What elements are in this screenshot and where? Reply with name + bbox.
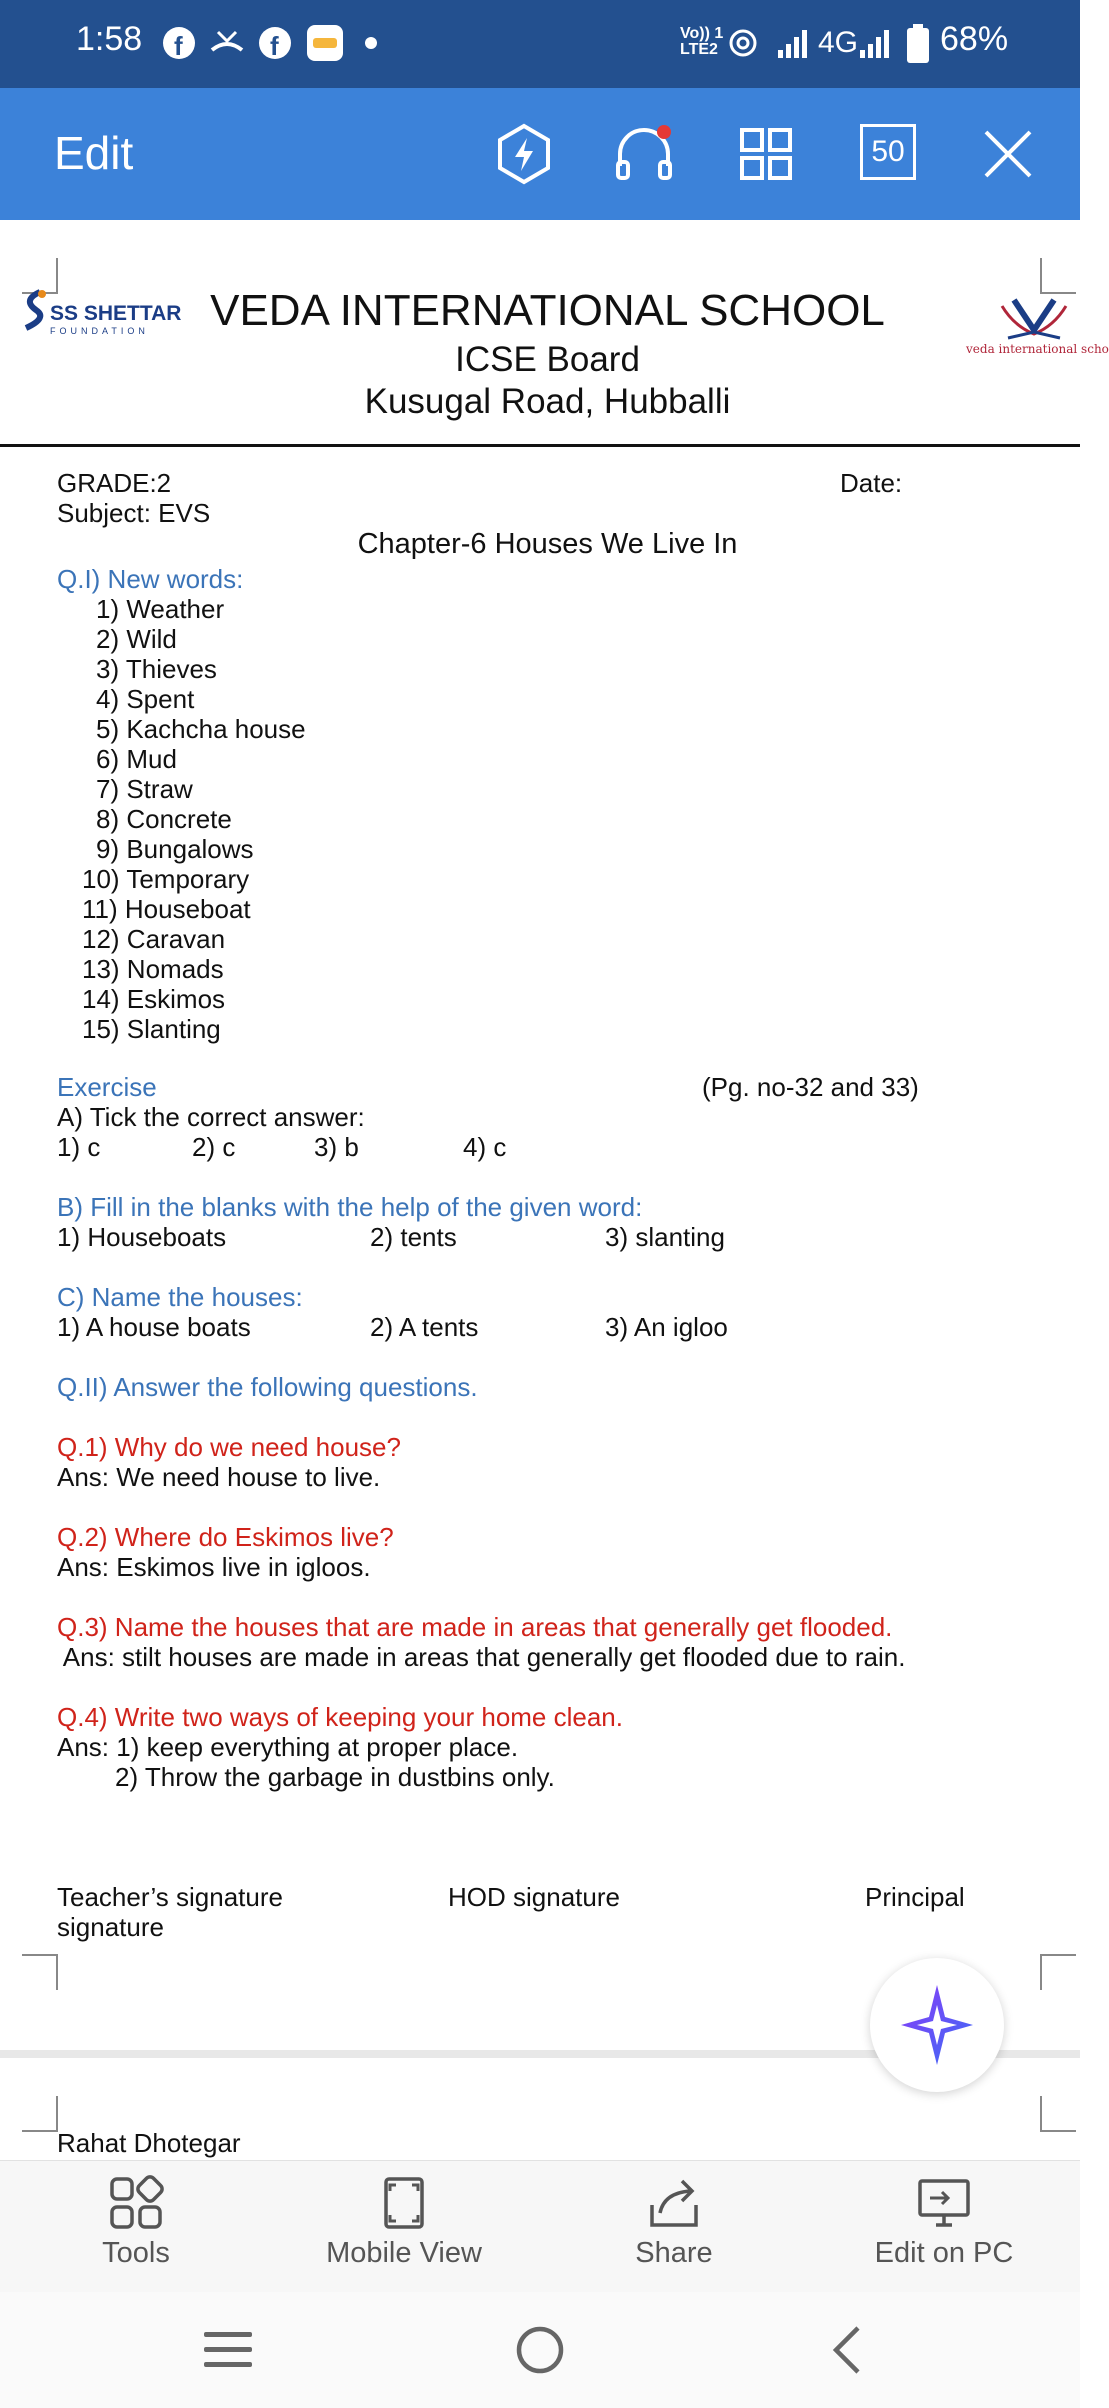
section-a-heading: A) Tick the correct answer: — [57, 1102, 365, 1132]
foundation-logo-subtext: FOUNDATION — [50, 326, 149, 336]
recent-apps-icon[interactable] — [202, 2328, 254, 2372]
answer-c2: 2) A tents — [370, 1312, 479, 1342]
tools-label: Tools — [102, 2237, 170, 2269]
signal-icon-2 — [858, 28, 892, 60]
bottom-toolbar — [0, 2160, 1080, 2293]
crop-mark — [1040, 1954, 1076, 1990]
list-item: 2) Wild — [96, 624, 177, 654]
list-item: 11) Houseboat — [82, 894, 251, 924]
section-c-heading: C) Name the houses: — [57, 1282, 303, 1312]
foundation-logo-text: SS SHETTAR — [50, 302, 182, 325]
lightning-hexagon-icon[interactable] — [492, 122, 556, 186]
grade: GRADE:2 — [57, 468, 172, 498]
facebook-icon-2 — [258, 26, 292, 60]
missed-call-icon — [208, 26, 246, 60]
tools-icon — [108, 2175, 164, 2231]
answer-c3: 3) An igloo — [605, 1312, 728, 1342]
question-4: Q.4) Write two ways of keeping your home clean. — [57, 1702, 623, 1732]
answer-b1: 1) Houseboats — [57, 1222, 227, 1252]
answer-b2: 2) tents — [370, 1222, 457, 1252]
facebook-icon — [162, 26, 196, 60]
share-button[interactable] — [564, 2175, 784, 2270]
answer-3: Ans: stilt houses are made in areas that generally get flooded due to rain. — [57, 1642, 906, 1672]
answer-a1: 1) c — [57, 1132, 101, 1162]
next-page-text: Rahat Dhotegar — [57, 2128, 241, 2158]
edit-on-pc-label: Edit on PC — [874, 2237, 1014, 2269]
crop-mark — [22, 1954, 58, 1990]
new-words-list — [82, 594, 382, 1044]
section-q2-heading: Q.II) Answer the following questions. — [57, 1372, 478, 1402]
network-type: 4G — [818, 26, 859, 59]
answer-4-part-2: 2) Throw the garbage in dustbins only. — [115, 1762, 555, 1792]
svg-text:f: f — [270, 31, 279, 61]
crop-mark — [22, 2096, 58, 2132]
answer-4: Ans: 1) keep everything at proper place. — [57, 1732, 519, 1762]
list-item: 9) Bungalows — [96, 834, 254, 864]
app-bar — [0, 88, 1080, 220]
answer-1: Ans: We need house to live. — [57, 1462, 381, 1492]
sparkle-icon — [899, 1983, 975, 2067]
battery-percent: 68% — [940, 20, 1009, 58]
list-item: 6) Mud — [96, 744, 177, 774]
hod-signature: HOD signature — [448, 1882, 620, 1912]
principal-signature: Principal — [865, 1882, 965, 1912]
list-item: 7) Straw — [96, 774, 193, 804]
list-item: 14) Eskimos — [82, 984, 226, 1014]
answer-a3: 3) b — [314, 1132, 359, 1162]
header-divider — [0, 444, 1080, 447]
list-item: 4) Spent — [96, 684, 195, 714]
list-item: 8) Concrete — [96, 804, 232, 834]
hotspot-icon — [728, 28, 758, 58]
answer-b3: 3) slanting — [605, 1222, 725, 1252]
back-icon[interactable] — [826, 2324, 870, 2376]
address: Kusugal Road, Hubballi — [364, 382, 731, 421]
list-item: 15) Slanting — [82, 1014, 221, 1044]
ai-assistant-button[interactable] — [870, 1958, 1004, 2092]
app-bar-title: Edit — [54, 127, 134, 179]
teacher-signature: Teacher’s signature — [57, 1882, 283, 1912]
exercise-pages: (Pg. no-32 and 33) — [702, 1072, 919, 1102]
subject: Subject: EVS — [57, 498, 211, 528]
exercise-heading: Exercise — [57, 1072, 157, 1102]
list-item: 10) Temporary — [82, 864, 250, 894]
edit-on-pc-button[interactable] — [834, 2175, 1054, 2270]
home-icon[interactable] — [514, 2324, 566, 2376]
teacher-signature-2: signature — [57, 1912, 164, 1942]
mobile-view-button[interactable] — [294, 2175, 514, 2270]
page-count: 50 — [871, 135, 905, 168]
answer-a2: 2) c — [192, 1132, 236, 1162]
tools-button[interactable] — [26, 2175, 246, 2270]
dot-icon — [364, 36, 378, 50]
share-label: Share — [635, 2237, 713, 2269]
list-item: 3) Thieves — [96, 654, 217, 684]
list-item: 12) Caravan — [82, 924, 226, 954]
battery-icon — [906, 24, 930, 64]
status-time: 1:58 — [76, 20, 143, 58]
share-icon — [646, 2175, 702, 2231]
section-b-heading: B) Fill in the blanks with the help of the given word: — [57, 1192, 643, 1222]
close-icon[interactable] — [976, 122, 1040, 186]
school-logo-text: veda international scho — [966, 342, 1109, 356]
list-item: 13) Nomads — [82, 954, 224, 984]
question-2: Q.2) Where do Eskimos live? — [57, 1522, 394, 1552]
system-nav-bar — [0, 2292, 1080, 2408]
date-label: Date: — [840, 468, 903, 498]
svg-text:f: f — [174, 31, 183, 61]
answer-c1: 1) A house boats — [57, 1312, 251, 1342]
page-count-button[interactable] — [860, 124, 916, 180]
status-bar — [0, 0, 1080, 88]
headphones-icon[interactable] — [612, 122, 676, 186]
list-item: 5) Kachcha house — [96, 714, 306, 744]
school-name: VEDA INTERNATIONAL SCHOOL — [210, 286, 885, 335]
document-page — [0, 220, 1109, 2050]
board: ICSE Board — [455, 340, 640, 379]
question-1: Q.1) Why do we need house? — [57, 1432, 401, 1462]
answer-a4: 4) c — [463, 1132, 507, 1162]
question-3: Q.3) Name the houses that are made in areas that generally get flooded. — [57, 1612, 893, 1642]
app-notification-icon — [306, 24, 344, 62]
chapter-title: Chapter-6 Houses We Live In — [357, 528, 738, 560]
monitor-icon — [916, 2175, 972, 2231]
mobile-view-label: Mobile View — [326, 2237, 482, 2269]
crop-mark — [1040, 2096, 1076, 2132]
answer-2: Ans: Eskimos live in igloos. — [57, 1552, 371, 1582]
signal-icon — [776, 28, 810, 60]
volte-indicator: Vo)) 1 LTE2 — [680, 25, 724, 58]
list-item: 1) Weather — [96, 594, 225, 624]
new-words-heading: Q.I) New words: — [57, 564, 244, 594]
mobile-view-icon — [376, 2175, 432, 2231]
grid-view-icon[interactable] — [734, 122, 798, 186]
